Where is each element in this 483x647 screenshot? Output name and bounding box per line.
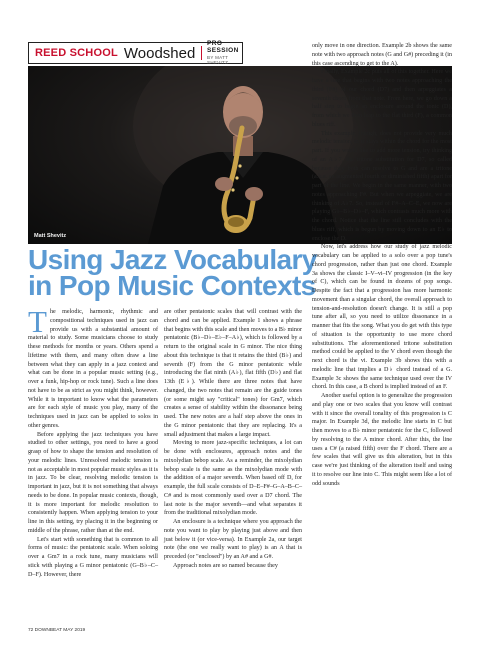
headline-line-2: in Pop Music Contexts (28, 270, 316, 301)
kicker: PRO SESSION (207, 40, 239, 54)
department-header (28, 42, 243, 64)
drop-cap: T (28, 304, 47, 339)
photo-caption: Matt Shevitz (34, 233, 67, 239)
paragraph: An enclosure is a technique where you approach the note you want to play by playing just above and then just below it (or vice-versa). In Example 2a, our target note (the one we really want to play) is an A that is preceded (or "enclosed") by an A# and a G#. (164, 519, 302, 560)
paragraph: Now, let's address how our study of jazz melodic vocabulary can be applied to a solo over a pop tune's chord progression, rather than just one chord. Example 3a shows the classic I–V–vi–IV progression (in the key of C), which can be found in dozens of pop songs. Despite the fact that a progression has more harmonic movement than a singular chord, the overall approach to tension-and-resolution doesn't change. It is still a pop tune after all, so you need to utilize dissonance in a manner that fits the song. What you do get with this type of situation is the opportunity to use more chord substitutions. The aforementioned tritone substitution method could be applied to the V chord even though the next chord is the vi. Example 3b shows this with a melodic line that implies a D♭ chord instead of a G. Example 3c shows the same technique used over the IV chord. In this case, a B chord is implied instead of an F. (312, 244, 452, 391)
paragraph: are other pentatonic scales that will contrast with the chord and can be applied. Example 1 shows a phrase that begins with this scale and then moves to a B♭ minor pentatonic (B♭–D♭–E♭–F–A♭), which is followed by a return to the original scale in G minor. The nice thing about this technique is that it retains the third (B♭) and seventh (F) from the G minor pentatonic while introducing the flat ninth (A♭), flat fifth (D♭) and flat 13th (E♭). While there are three notes that have changed, the two notes that remain are the guide tones (or some might say "critical" tones) for Gm7, which creates a sense of stability within the dissonance being used. The new notes are a half step above the ones in the G minor pentatonic that they are replacing. It's a small adjustment that makes a large impact. (164, 309, 302, 438)
paragraph: Another useful option is to generalize the progression and play one or two scales that you know will contrast with it since the overall tonality of this progression is C major. In Example 3d, the melodic line starts in C but then moves to a B♭ minor pentatonic for the C, followed by resolving to the A minor chord. After this, the line uses a C# (a raised fifth) over the F chord. There are a few scales that will give us this alteration, but in this case we're just thinking of the alteration itself and using it to resolve our line into C. This might seem like a lot of odd sounds (312, 393, 452, 487)
section-label: REED SCHOOL (35, 47, 118, 59)
paragraph: This example, though, does not provide very much melodic tension, as it stays within the chord for the most part. If you would like to add more tension, try thinking of an A♭7, the tritone substitution for D7, so called because they both can resolve to G and are a tritone (a.k.a. an augmented fourth or diminished fifth) apart for part of the line. We begin in the same manner, with two notes approaching F#. But when we arpeggiate, we are thinking of A♭7. So, instead of F#–A–C–E, we now are playing G♭–B♭–D♭–F, which contrasts much more with the chord. Notice that the line still concludes with the blues riff, which is begun by moving down to an E♭ to enclose the D. (312, 130, 452, 242)
headline-line-1: Using Jazz Vocabulary (28, 244, 317, 275)
paragraph: Moving to more jazz-specific techniques, a lot can be done with enclosures, approach notes and the mixolydian bebop scale. As a reminder, the mixolydian bebop scale is the same as the mixolydian mode with the addition of a major seventh. When based off D, for example, the full scale consists of D–E–F#–G–A–B–C–C# and is most commonly used over a D7 chord. The last note is the major seventh—and what separates it from the traditional mixolydian mode. (164, 440, 302, 517)
paragraph: Approach notes are so named because they (173, 562, 278, 569)
article-headline (28, 244, 317, 301)
paragraph: Before applying the jazz techniques you have studied to other settings, you need to have a good grasp of how to shape the tension and resolution of your melodic lines. Unresolved melodic tension is not as acceptable in most popular music styles as it is in jazz. To be clear, resolving melodic tension is important in jazz, but it is not something that always needs to be done. In popular music contexts, though, it is more important for melodic resolution to consistently happen. When applying tension to your line in this setting, try placing it in the beginning or middle of the phrase, rather than at the end. (28, 431, 158, 534)
paragraph: only move in one direction. Example 2b shows the same note with two approach notes (G and G#) preceding it (in this case ascending to get to the A). (312, 43, 452, 67)
paragraph (28, 304, 158, 431)
header-kicker-block (207, 41, 242, 65)
paragraph: Finally, Example 2c puts all of this together. Here we have a line that begins with two notes approaching the third (F#) of our chord (D7) and then arpeggiates a seventh chord from that note. From here, we go down a half step to begin an enclosure around the tonic (D), from which we then leap to the flat third (F), a common blues riff. (312, 69, 452, 128)
page-footer: 72 DOWNBEAT MAY 2019 (28, 628, 86, 633)
paragraph: Let's start with something that is common to all forms of music: the pentatonic scale. When soloing over a Gm7 in a rock tune, many musicians will stick with playing a G minor pentatonic (G–B♭–C–D–F). However, there (28, 536, 158, 578)
body-column-middle (164, 308, 302, 571)
body-column-left (28, 304, 158, 579)
paragraph-text: he melodic, harmonic, rhythmic and compositional techniques used in jazz can provide us with a substantial amount of material to study. Some musicians choose to study these methods for months or years. Others spend a lifetime with them, and many often draw a line between what they can apply in a jazz context and what can be done in a popular music setting (e.g., over a funk, hip-hop or rock tune). Such a line does not have to be as strict as you might think, however. While it is important to know what the parameters are for each style of music you play, many of the techniques used in jazz can be applied to solos in other genres. (28, 309, 158, 429)
byline: BY MATT SHEVITZ (207, 55, 229, 65)
department-title: Woodshed (123, 44, 196, 62)
header-divider (201, 46, 202, 60)
body-column-right (312, 42, 452, 488)
